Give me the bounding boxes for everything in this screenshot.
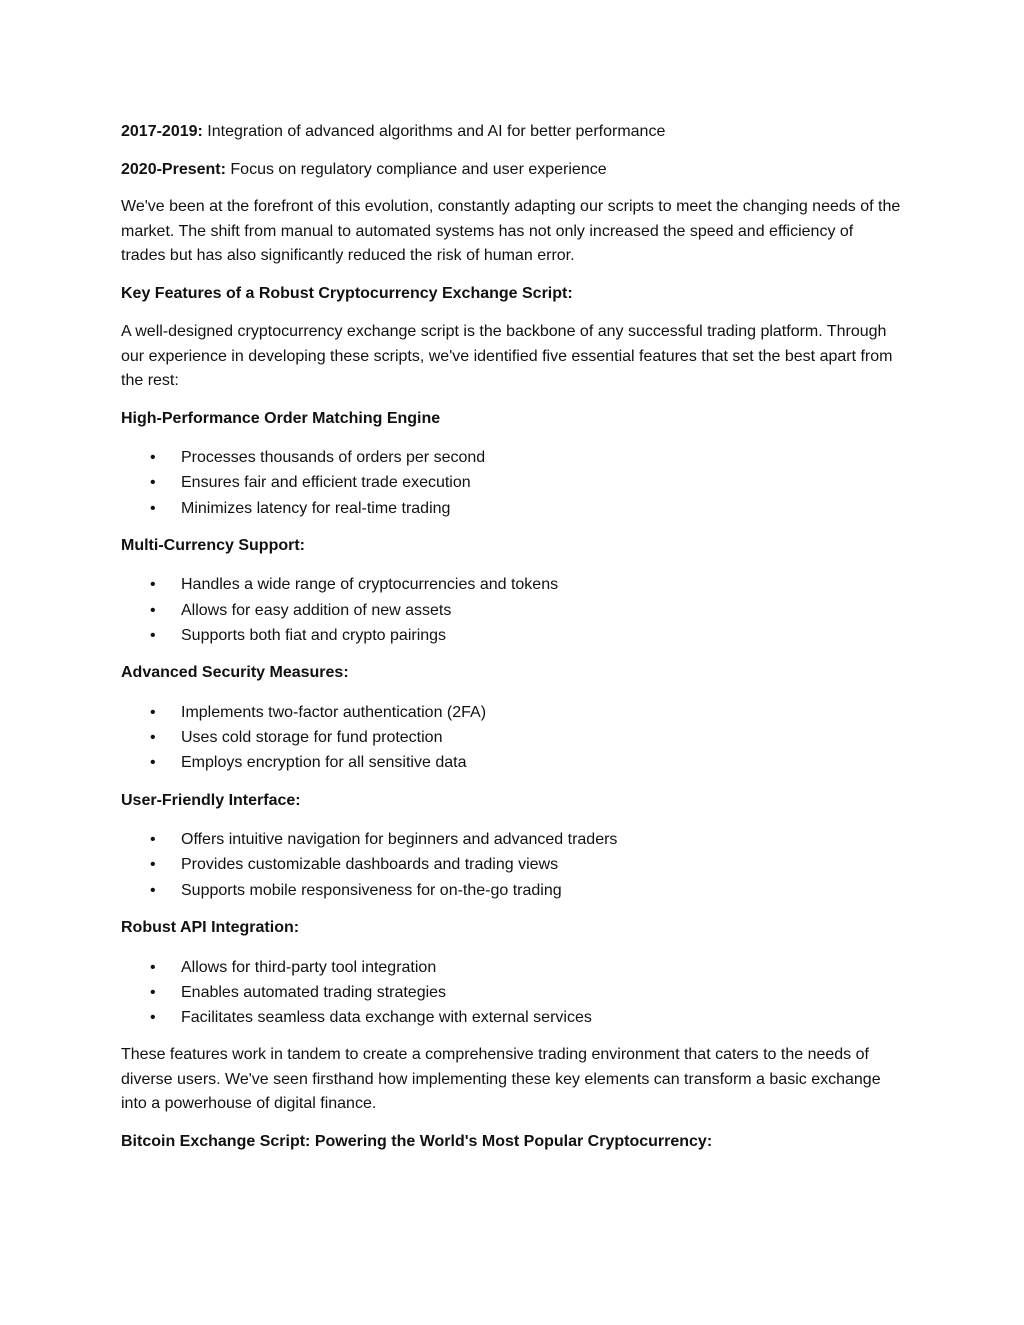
section-list-api-integration — [121, 955, 901, 1031]
bullet-icon: • — [150, 831, 156, 849]
list-item: • Minimizes latency for real-time trading — [121, 496, 901, 521]
timeline-text: Integration of advanced algorithms and AI for better performance — [202, 123, 666, 140]
bullet-icon: • — [150, 626, 156, 644]
bullet-icon: • — [150, 881, 156, 899]
list-item: • Ensures fair and efficient trade execution — [121, 470, 901, 495]
document-page — [121, 120, 901, 1168]
list-item: • Facilitates seamless data exchange with external services — [121, 1005, 901, 1030]
list-item: • Provides customizable dashboards and trading views — [121, 852, 901, 877]
section-title-order-matching: High-Performance Order Matching Engine — [121, 409, 441, 427]
list-item: • Enables automated trading strategies — [121, 980, 901, 1005]
bullet-icon: • — [150, 499, 156, 517]
timeline-text: Focus on regulatory compliance and user experience — [225, 160, 607, 178]
list-item: • Offers intuitive navigation for beginners and advanced traders — [121, 827, 901, 852]
bullet-icon: • — [150, 576, 156, 594]
key-features-heading: Key Features of a Robust Cryptocurrency Exchange Script: — [121, 284, 573, 302]
bullet-icon: • — [150, 983, 156, 1001]
list-item: • Processes thousands of orders per second — [121, 445, 901, 470]
bullet-icon: • — [150, 754, 156, 772]
list-item: • Uses cold storage for fund protection — [121, 725, 901, 750]
bullet-icon: • — [150, 601, 156, 619]
bitcoin-heading: Bitcoin Exchange Script: Powering the World's Most Popular Cryptocurrency: — [121, 1132, 713, 1150]
section-title-api-integration: Robust API Integration: — [121, 919, 300, 937]
list-item: • Allows for easy addition of new assets — [121, 598, 901, 623]
bullet-icon: • — [150, 1009, 156, 1027]
timeline-label: 2017-2019: — [121, 123, 203, 140]
section-list-user-interface — [121, 827, 901, 903]
list-item: • Supports mobile responsiveness for on-the-go trading — [121, 878, 901, 903]
timeline-label: 2020-Present: — [121, 160, 226, 178]
list-item: • Implements two-factor authentication (2FA) — [121, 700, 901, 725]
list-item: • Supports both fiat and crypto pairings — [121, 623, 901, 648]
list-item: • Handles a wide range of cryptocurrencies and tokens — [121, 572, 901, 597]
timeline-entry-2017-2019 — [121, 120, 901, 145]
bullet-icon: • — [150, 703, 156, 721]
evolution-paragraph: We've been at the forefront of this evolution, constantly adapting our scripts to meet the changing needs of the market. The shift from manual to automated systems has not only increased the speed and efficiency of trades but has also significantly reduced the risk of human error. — [121, 198, 901, 264]
section-title-security: Advanced Security Measures: — [121, 664, 349, 682]
section-title-user-interface: User-Friendly Interface: — [121, 791, 301, 809]
bullet-icon: • — [150, 474, 156, 492]
bullet-icon: • — [150, 856, 156, 874]
bullet-icon: • — [150, 958, 156, 976]
key-features-intro: A well-designed cryptocurrency exchange script is the backbone of any successful trading platform. Through our experience in developing these scripts, we've identified five essential features that set the best apart from the rest: — [121, 323, 893, 389]
section-list-security — [121, 700, 901, 776]
closing-paragraph: These features work in tandem to create a comprehensive trading environment that caters to the needs of diverse users. We've seen firsthand how implementing these key elements can transform a basic exchange into a powerhouse of digital finance. — [121, 1046, 881, 1113]
section-list-order-matching — [121, 445, 901, 521]
timeline-entry-2020-present — [121, 158, 901, 183]
section-list-multi-currency — [121, 572, 901, 648]
section-title-multi-currency: Multi-Currency Support: — [121, 536, 305, 554]
list-item: • Employs encryption for all sensitive data — [121, 750, 901, 775]
list-item: • Allows for third-party tool integration — [121, 955, 901, 980]
bullet-icon: • — [150, 729, 156, 747]
bullet-icon: • — [150, 449, 156, 466]
